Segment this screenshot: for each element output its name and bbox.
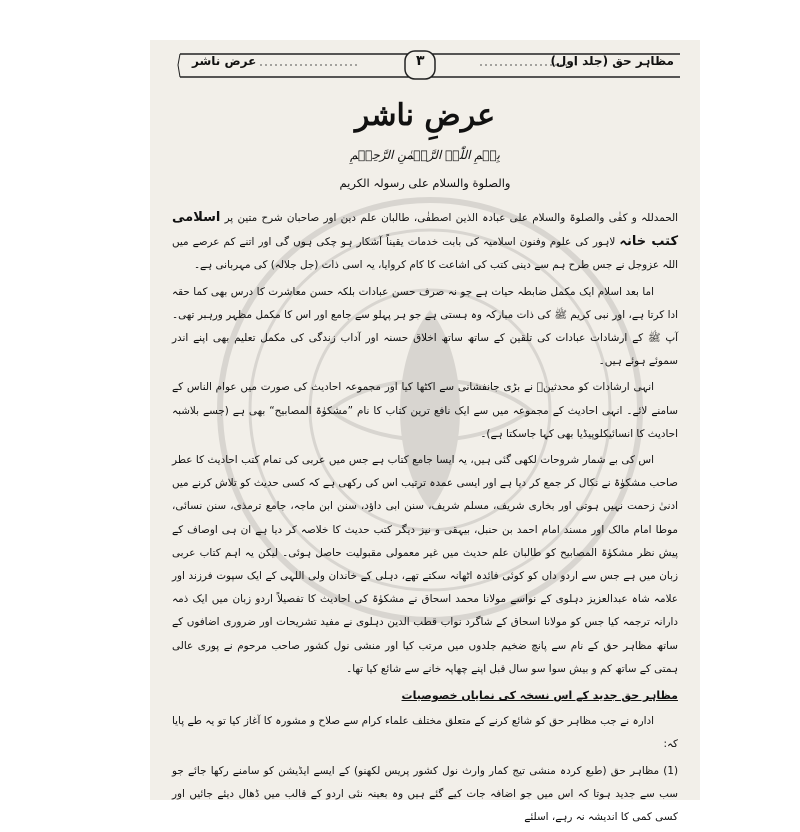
bismillah: بِسۡمِ اللّٰہِ الرَّحۡمٰنِ الرَّحِیۡمِ [349,148,501,162]
list-item-1: (1) مظاہر حق (طبع کردہ منشی تیج کمار وارث نول کشور پریس لکھنو) کے ایسے ایڈیشن کو سامنے رکھا جائے جو سب سے جدید ہوتا کہ اس میں جو اضافہ جات کیے گئے ہیں وہ بعینہ نئی اردو کے قالب میں ڈھال دیئے جائیں اور کسی کمی کا اندیشہ نہ رہے، اسلئے [172,764,678,824]
paragraph-5: ادارہ نے جب مظاہر حق کو شائع کرنے کے متعلق مختلف علماء کرام سے صلاح و مشورہ کا آغاز کیا تو یہ طے پایا کہ: [172,715,678,751]
paragraph-1: الحمدللہ و کفٰی والصلوۃ والسلام علی عبادہ الذین اصطفٰی، طالبان علم دین اور صاحبان شرح متین پر اسلامی کتب خانہ لاہور کی علوم وفنون اسلامیہ کی بابت خدمات یقیناً آشکار ہو چکی ہوں گی اور اتنے کم عرصے میں اللہ عزوجل نے جس طرح ہم سے دینی کتب کی اشاعت کا کام کروایا، یہ اسی ذات (جل جلالہ) کی مہربانی ہے۔ [172,210,678,272]
page-number: ٣ [416,53,425,69]
scanned-page [150,40,700,824]
salawat-line: والصلوة والسلام علی رسولہ الکریم [339,176,511,190]
paragraph-4: اس کی بے شمار شروحات لکھی گئی ہیں، یہ ایسا جامع کتاب ہے جس میں عربی کی تمام کتب احادیث کا عطر صاحب مشکوٰۃ نے نکال کر جمع کر دیا ہے اور ایسی عمدہ ترتیب اس کی رکھی ہے کہ کسی حدیث کو تلاش کرنے میں ادنیٰ زحمت نہیں ہوتی اور بخاری شریف، مسلم شریف، سنن ابی داؤد، سنن ابن ماجہ، جامع ترمذی، سنن نسائی، موطا امام مالک اور مسند امام احمد بن حنبل، بیہقی و نیز دیگر کتب حدیث کا خلاصہ کر دیا ہے ان ہی اوصاف کے پیش نظر مشکوٰۃ المصابیح کو طالبان علم حدیث میں غیر معمولی مقبولیت حاصل ہوئی۔ لیکن یہ اہم کتاب عربی زبان میں ہے جس سے اردو داں کو کوئی فائدہ اٹھانہ سکتے تھے، دہلی کے خاندان ولی اللہی کے ایک سپوت فرزند اور علامہ شاہ عبدالعزیز دہلوی کے نواسے مولانا محمد اسحاق نے مشکوٰۃ کی احادیث کا تفصیلاً اردو زبان میں ایک ذمہ دارانہ ترجمہ کیا جس کو مولانا اسحاق کے شاگرد نواب قطب الدین دہلوی نے مفید تشریحات اور ضروری اضافوں کے ساتھ مظاہر حق کے نام سے پانچ ضخیم جلدوں میں مرتب کیا اور منشی نول کشور صاحب مرحوم نے پوری عالی ہمتی کے ساتھ کم و بیش سوا سو سال قبل اپنے چھاپہ خانے سے شائع کیا تھا۔ [172,454,678,675]
page-title: عرضِ ناشر [354,98,496,133]
paragraph-3: انہی ارشادات کو محدثینؒ نے بڑی جانفشانی سے اکٹھا کیا اور مجموعہ احادیث کی صورت میں عوام الناس کے سامنے لائے۔ انہی احادیث کے مجموعہ میں سے ایک نافع ترین کتاب کا نام ”مشکوٰۃ المصابیح“ بھی ہے (جسے بلاشبہ احادیث کا انسائیکلوپیڈیا بھی کہا جاسکتا ہے)۔ [172,381,678,440]
header-book-title: مظاہر حق (جلد اول) [550,54,674,68]
body-text [172,206,678,832]
header-section-title: عرض ناشر [192,54,257,68]
section-subheading: مظاہر حق جدید کے اس نسخہ کی نمایاں خصوصیات [401,689,678,703]
list-item-number: (1) [663,764,678,777]
publisher-name: اسلامی کتب خانہ [172,210,678,250]
paragraph-2: اما بعد اسلام ایک مکمل ضابطہ حیات ہے جو نہ صرف حسن عبادات بلکہ حسن معاشرت کا درس بھی کما حقہ ادا کرتا ہے، اور نبی کریم ﷺ کی ذات مبارکہ وہ ہستی ہے جو ہر پہلو سے جامع اور اس کا مکمل مظہر ورہبر تھی۔ آپ ﷺ کے ارشادات عبادات کی تلقین کے ساتھ ساتھ اخلاق حسنہ اور آداب زندگی کی مکمل تعلیم بھی اپنے اندر سموئے ہوئے ہیں۔ [172,285,678,368]
page-header [180,48,680,82]
